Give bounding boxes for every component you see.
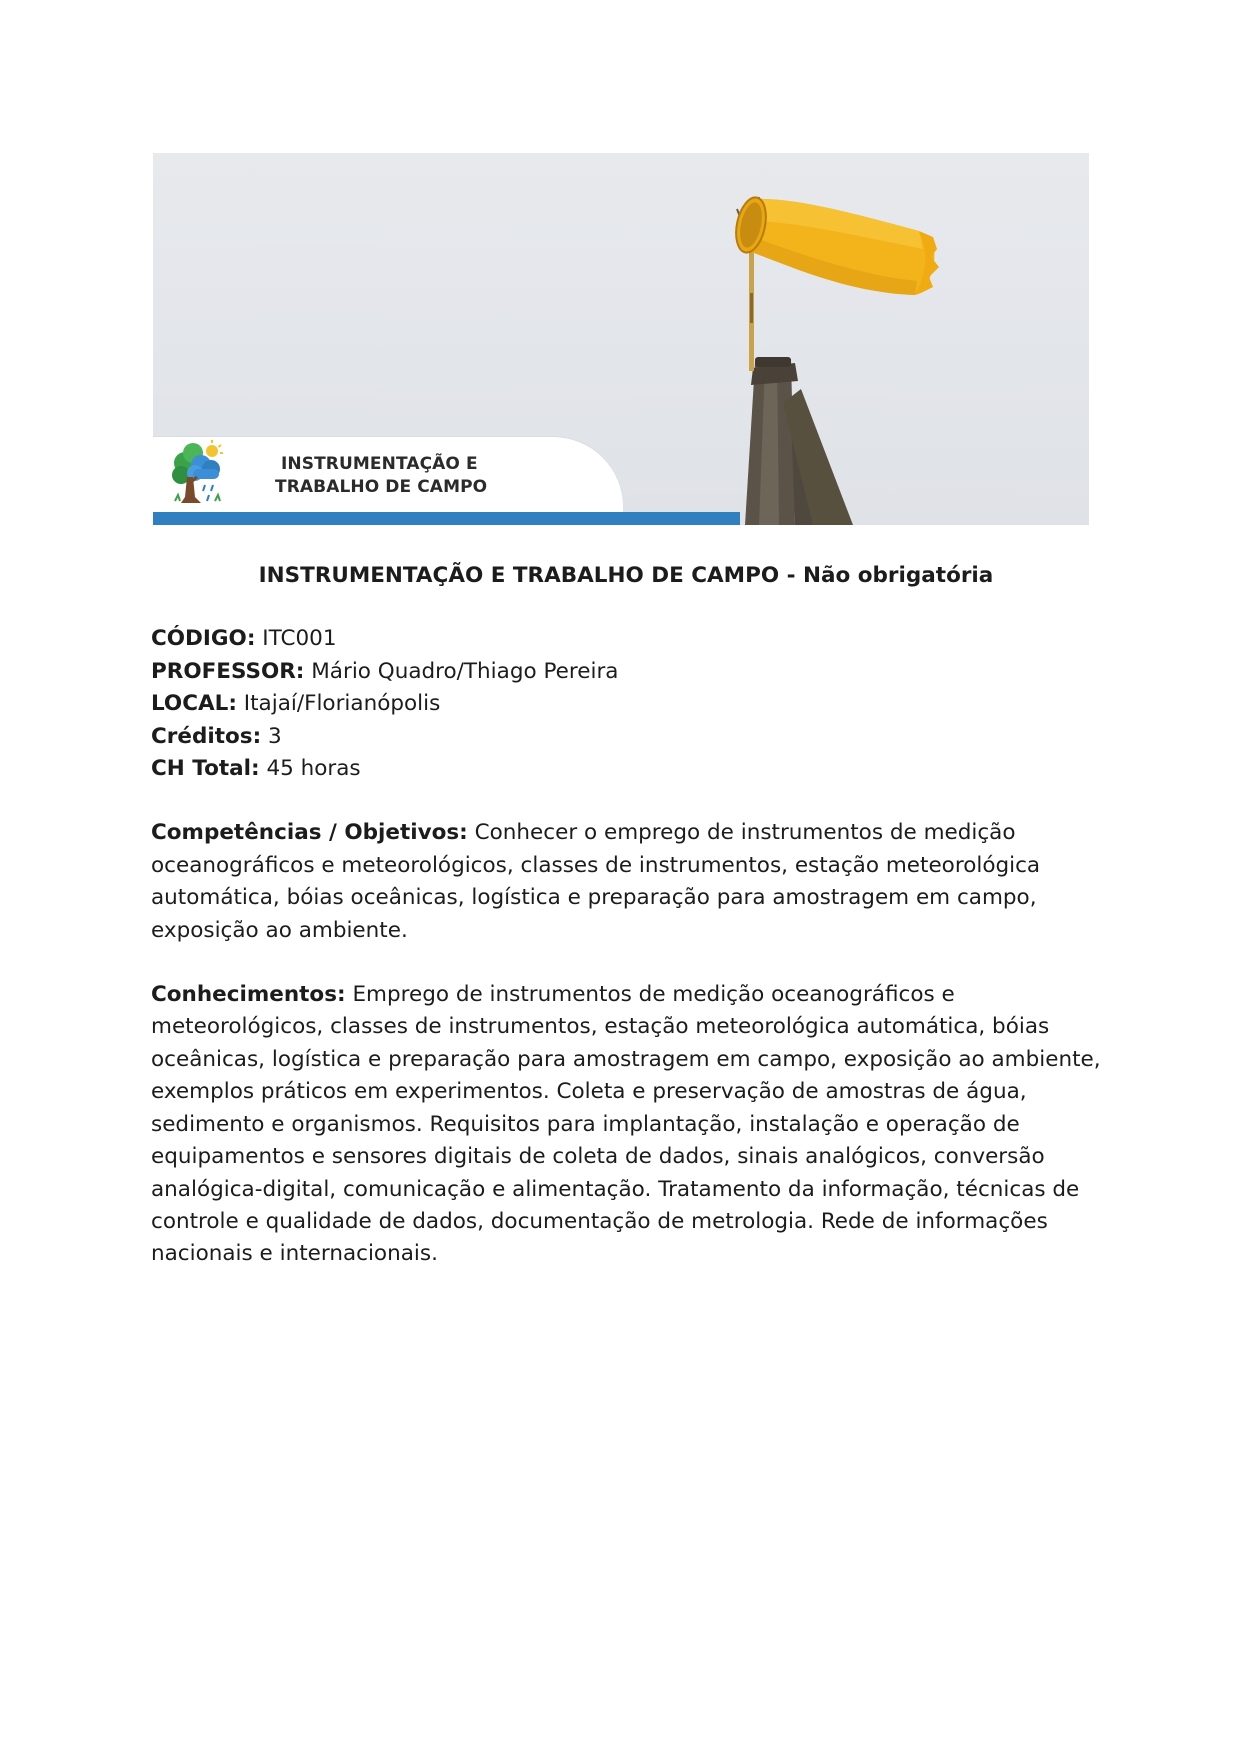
field-professor	[151, 656, 1101, 688]
field-value: Itajaí/Florianópolis	[243, 691, 441, 717]
banner-title-line2: TRABALHO DE CAMPO	[275, 477, 488, 497]
field-codigo	[151, 623, 1101, 655]
course-banner	[153, 153, 1089, 525]
banner-title	[275, 453, 581, 499]
field-value: 45 horas	[266, 756, 361, 782]
course-content	[151, 560, 1101, 1271]
field-ch-total	[151, 753, 1101, 785]
banner-stripe	[153, 512, 740, 525]
field-value: ITC001	[262, 626, 337, 652]
banner-title-card	[153, 437, 623, 517]
competencias-text: Conhecer o emprego de instrumentos de medição oceanográficos e meteorológicos, classes de instrumentos, estação meteorológica automática, bóias oceânicas, logística e preparação para amostragem em campo, exposição ao ambiente.	[151, 820, 1041, 943]
conhecimentos-text: Emprego de instrumentos de medição oceanográficos e meteorológicos, classes de instrumentos, estação meteorológica automática, bóias oceânicas, logística e preparação para amostragem em campo, exposição ao ambiente, exemplos práticos em experimentos. Coleta e preservação de amostras de água, sedimento e organismos. Requisitos para implantação, instalação e operação de equipamentos e sensores digitais de coleta de dados, sinais analógicos, conversão analógica-digital, comunicação e alimentação. Tratamento da informação, técnicas de controle e qualidade de dados, documentação de metrologia. Rede de informações nacionais e internacionais.	[151, 982, 1101, 1267]
course-fields	[151, 623, 1101, 785]
competencias-paragraph	[151, 817, 1101, 947]
conhecimentos-label: Conhecimentos:	[151, 982, 346, 1008]
conhecimentos-paragraph	[151, 979, 1101, 1271]
banner-title-line1: INSTRUMENTAÇÃO E	[281, 454, 478, 474]
competencias-label: Competências / Objetivos:	[151, 820, 468, 846]
field-label: Créditos:	[151, 723, 262, 749]
field-label: PROFESSOR:	[151, 658, 305, 684]
field-label: CH Total:	[151, 756, 260, 782]
field-value: 3	[268, 723, 282, 749]
field-label: CÓDIGO:	[151, 626, 256, 652]
tree-cloud-logo-icon	[171, 439, 225, 505]
field-value: Mário Quadro/Thiago Pereira	[311, 658, 619, 684]
field-label: LOCAL:	[151, 691, 237, 717]
field-local	[151, 688, 1101, 720]
field-creditos	[151, 721, 1101, 753]
course-heading: INSTRUMENTAÇÃO E TRABALHO DE CAMPO - Não obrigatória	[258, 563, 994, 588]
